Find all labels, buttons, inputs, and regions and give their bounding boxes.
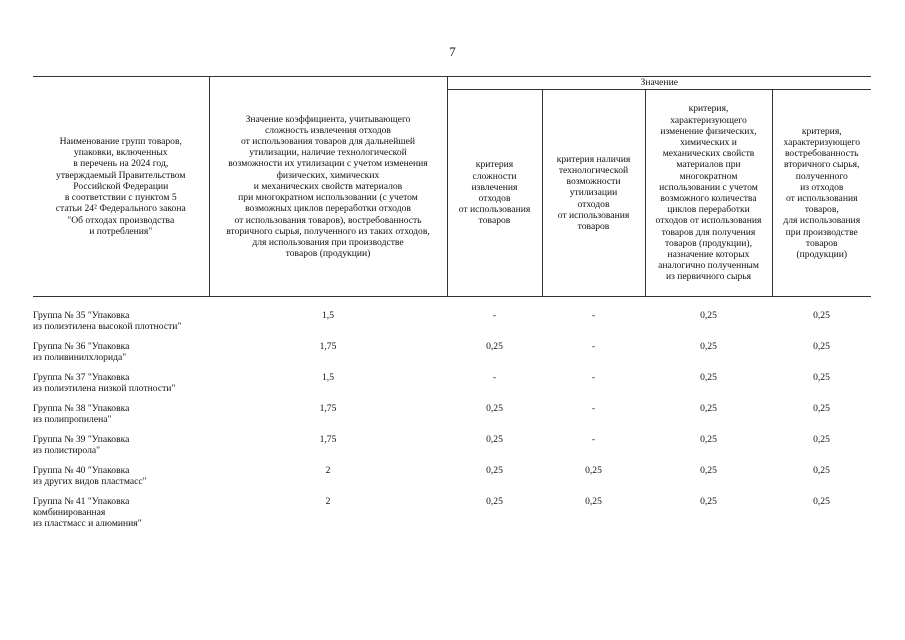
criterion-cell-c3: 0,25 <box>700 465 717 476</box>
table-row <box>33 403 871 434</box>
criterion-cell-c3: 0,25 <box>700 434 717 445</box>
table-row <box>33 434 871 465</box>
header-value-group: Значение <box>447 77 871 90</box>
coefficient-cell: 2 <box>325 465 331 476</box>
coefficient-cell: 1,5 <box>322 372 334 383</box>
criterion-cell-c3: 0,25 <box>700 372 717 383</box>
header-criterion-properties: критерия, характеризующего изменение физических, химических и механических свойств материалов при многократном использовании с учетом возможного количества циклов переработки отходов от использования товаров для получения товаров (продукции), назначение которых аналогично полученным из первичного сырья <box>645 90 772 297</box>
criterion-cell-c4: 0,25 <box>813 341 830 352</box>
criterion-cell-c1: 0,25 <box>486 434 503 445</box>
group-name-cell: Группа № 40 "Упаковка из других видов пластмасс" <box>33 465 147 488</box>
criterion-cell-c2: 0,25 <box>585 496 602 507</box>
header-criterion-demand: критерия, характеризующего востребованность вторичного сырья, полученного из отходов от использования товаров, для использования при производстве товаров (продукции) <box>772 90 871 297</box>
criterion-cell-c3: 0,25 <box>700 341 717 352</box>
coefficient-cell: 1,75 <box>319 434 337 445</box>
criterion-cell-c1: 0,25 <box>486 496 503 507</box>
criterion-cell-c3: 0,25 <box>700 403 717 414</box>
criterion-cell-c4: 0,25 <box>813 465 830 476</box>
group-name-cell: Группа № 39 "Упаковка из полистирола" <box>33 434 130 457</box>
group-name-cell: Группа № 35 "Упаковка из полиэтилена высокой плотности" <box>33 310 182 333</box>
criterion-cell-c2: - <box>591 403 596 414</box>
group-name-cell: Группа № 37 "Упаковка из полиэтилена низкой плотности" <box>33 372 176 395</box>
group-name-cell: Группа № 38 "Упаковка из полипропилена" <box>33 403 130 426</box>
table-row <box>33 310 871 341</box>
criterion-cell-c2: - <box>591 372 596 383</box>
criterion-cell-c4: 0,25 <box>813 434 830 445</box>
group-name-cell: Группа № 41 "Упаковка комбинированная из пластмасс и алюминия" <box>33 496 142 530</box>
criterion-cell-c2: - <box>591 341 596 352</box>
criterion-cell-c2: - <box>591 310 596 321</box>
header-criterion-extraction: критерия сложности извлечения отходов от использования товаров <box>447 90 542 297</box>
table-body <box>33 297 871 541</box>
page-number: 7 <box>449 44 456 59</box>
group-name-cell: Группа № 36 "Упаковка из поливинилхлорида" <box>33 341 130 364</box>
coefficients-table <box>33 76 871 540</box>
criterion-cell-c1: 0,25 <box>486 465 503 476</box>
table-row <box>33 496 871 540</box>
criterion-cell-c1: - <box>492 310 497 321</box>
criterion-cell-c4: 0,25 <box>813 372 830 383</box>
criterion-cell-c1: - <box>492 372 497 383</box>
table-row <box>33 372 871 403</box>
criterion-cell-c4: 0,25 <box>813 310 830 321</box>
coefficient-cell: 2 <box>325 496 331 507</box>
criterion-cell-c4: 0,25 <box>813 403 830 414</box>
header-coefficient: Значение коэффициента, учитывающего сложность извлечения отходов от использования товаров для дальнейшей утилизации, наличие технологической возможности их утилизации с учетом изменения физических, химических и механических свойств материалов при многократном использовании (с учетом возможных циклов переработки отходов от использования товаров), востребованность вторичного сырья, полученного из таких отходов, для использования при производстве товаров (продукции) <box>209 77 447 297</box>
header-criterion-technology: критерия наличия технологической возможности утилизации отходов от использования товаров <box>542 90 645 297</box>
criterion-cell-c3: 0,25 <box>700 496 717 507</box>
coefficient-cell: 1,75 <box>319 341 337 352</box>
table-row <box>33 341 871 372</box>
coefficient-cell: 1,5 <box>322 310 334 321</box>
header-group-name: Наименование групп товаров, упаковки, включенных в перечень на 2024 год, утверждаемый Правительством Российской Федерации в соответствии с пунктом 5 статьи 24² Федерального закона "Об отходах производства и потребления" <box>33 77 209 297</box>
criterion-cell-c2: - <box>591 434 596 445</box>
table-row <box>33 465 871 496</box>
criterion-cell-c1: 0,25 <box>486 403 503 414</box>
criterion-cell-c2: 0,25 <box>585 465 602 476</box>
criterion-cell-c4: 0,25 <box>813 496 830 507</box>
criterion-cell-c3: 0,25 <box>700 310 717 321</box>
coefficient-cell: 1,75 <box>319 403 337 414</box>
criterion-cell-c1: 0,25 <box>486 341 503 352</box>
